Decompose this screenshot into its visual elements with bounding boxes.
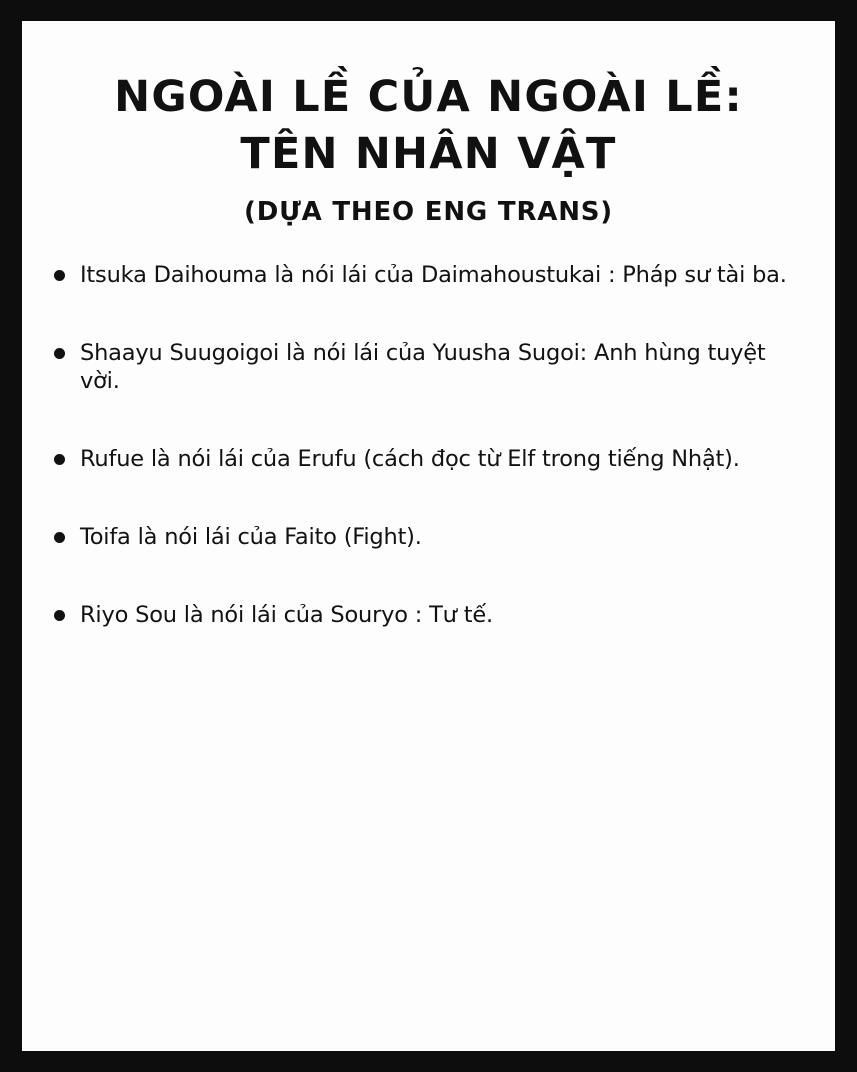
notes-list	[22, 261, 835, 630]
title-block	[22, 21, 835, 227]
list-item	[50, 339, 809, 395]
list-item	[50, 601, 809, 629]
page-sheet	[22, 21, 835, 1051]
page-subtitle: (DỰA THEO ENG TRANS)	[244, 196, 613, 227]
bullet-icon	[54, 532, 65, 543]
bullet-icon	[54, 348, 65, 359]
list-item	[50, 445, 809, 473]
list-item	[50, 523, 809, 551]
bullet-icon	[54, 454, 65, 465]
bullet-icon	[54, 610, 65, 621]
bullet-icon	[54, 270, 65, 281]
list-item-text: Riyo Sou là nói lái của Souryo : Tư tế.	[80, 602, 493, 629]
page-title-line-1: NGOÀI LỀ CỦA NGOÀI LỀ:	[114, 72, 743, 122]
list-item-text: Shaayu Suugoigoi là nói lái của Yuusha Sugoi: Anh hùng tuyệt vời.	[80, 339, 766, 394]
list-item	[50, 261, 809, 289]
list-item-text: Itsuka Daihouma là nói lái của Daimahoustukai : Pháp sư tài ba.	[80, 261, 787, 288]
page-title-line-2: TÊN NHÂN VẬT	[240, 128, 617, 179]
list-item-text: Toifa là nói lái của Faito (Fight).	[80, 524, 422, 550]
list-item-text: Rufue là nói lái của Erufu (cách đọc từ Elf trong tiếng Nhật).	[80, 445, 740, 472]
